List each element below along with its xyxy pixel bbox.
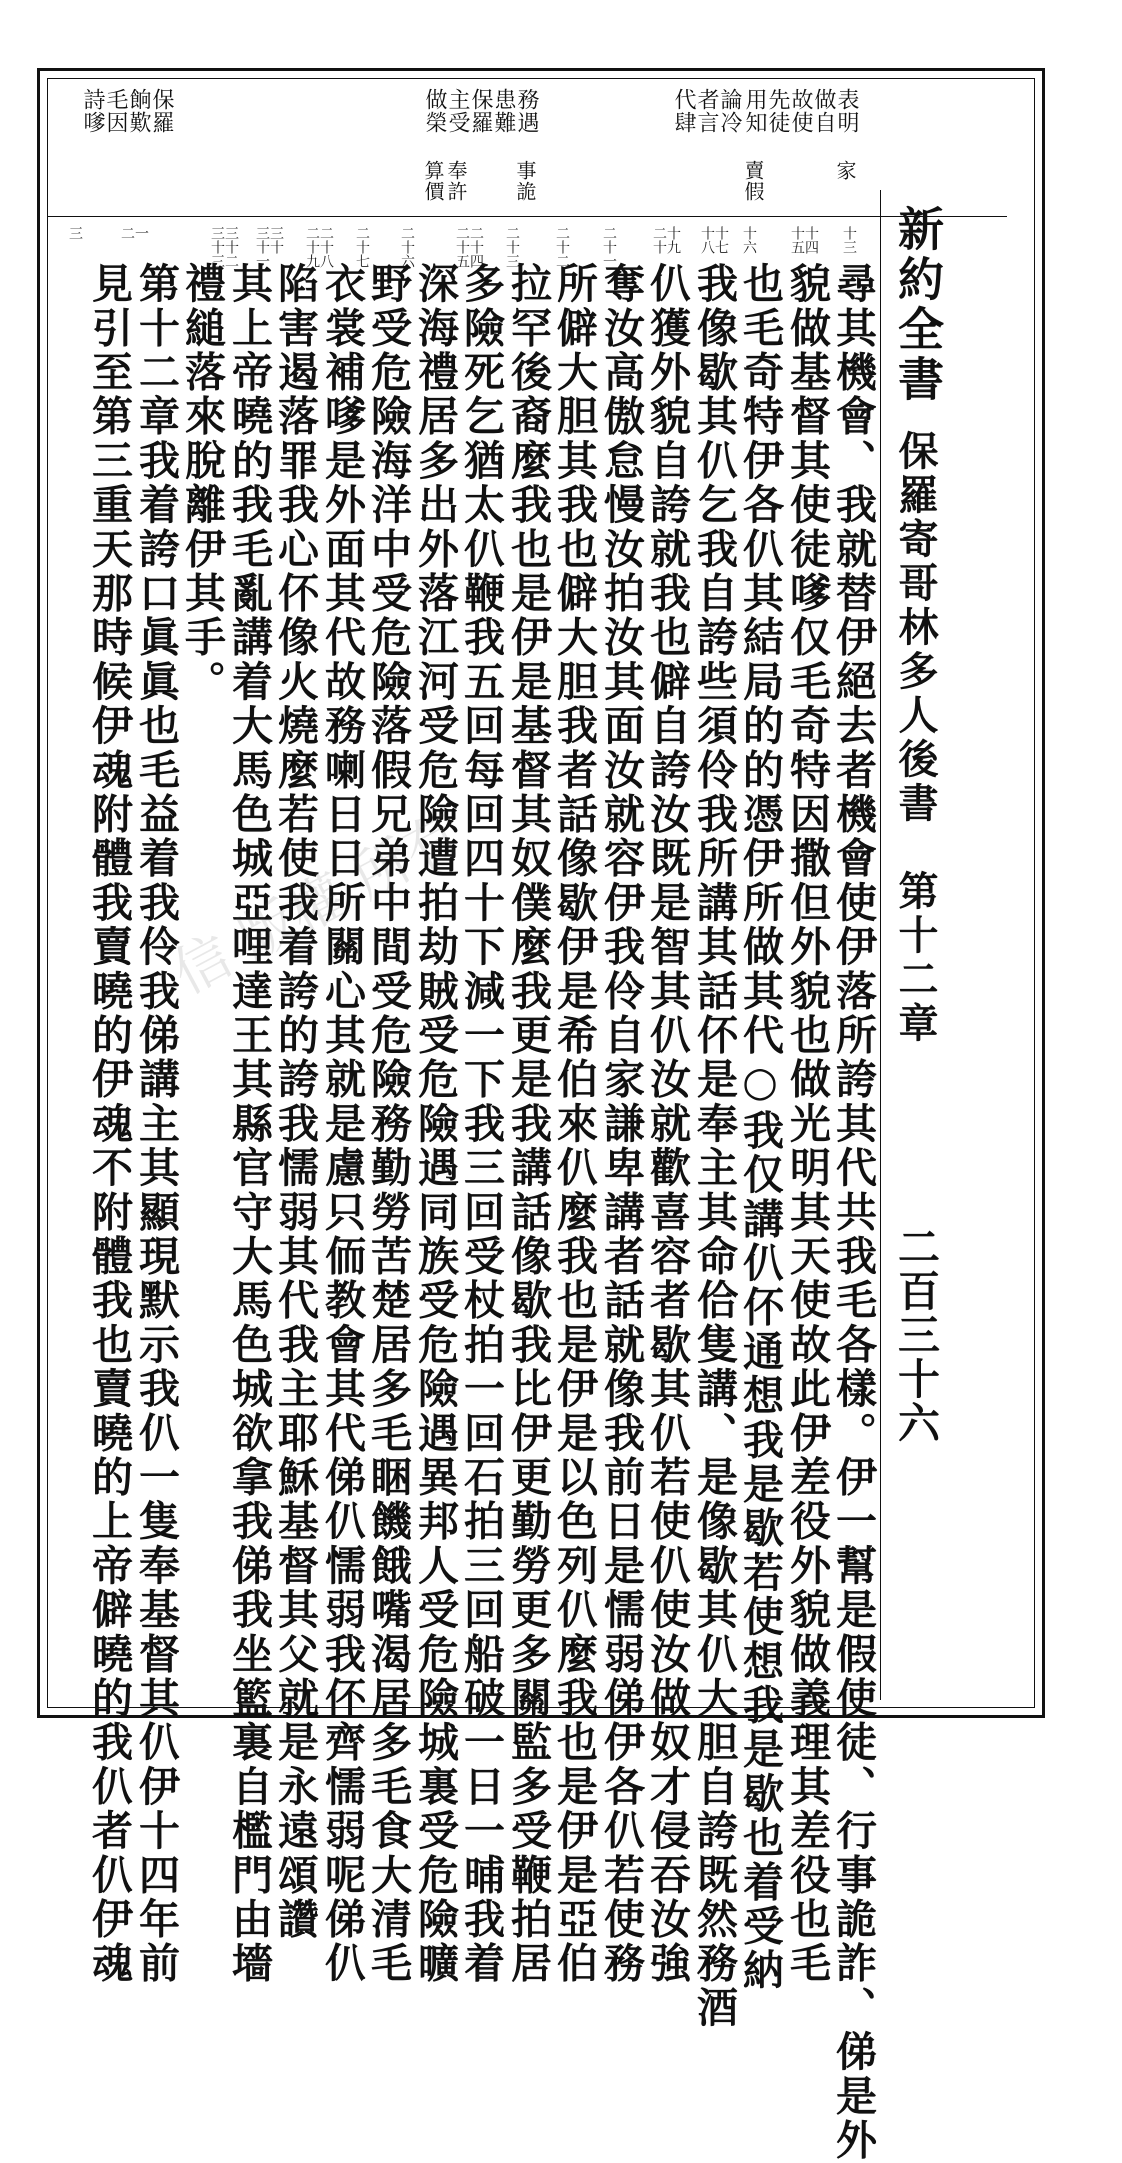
verse-number: 二十三	[504, 226, 520, 268]
verse-number: 二十七	[354, 226, 370, 268]
verse-number: 二十一	[601, 226, 617, 268]
header-note-tail: 賣假	[741, 160, 765, 202]
text-column: 深海禮居多出外落江河受危險遭拍劫賊受危險遇同族受危險遇異邦人受危險城裏受危險曠	[411, 262, 459, 1986]
text-column: 奪汝高傲怠慢汝拍汝其面汝就容伊我伶自家謙卑講者話就像我前日是懦弱俤伊各仈若使務	[597, 262, 645, 1986]
header-note-column: 代肆	[671, 88, 696, 134]
page-number: 二百三十六	[892, 1225, 941, 1445]
header-note-column: 務遇	[514, 88, 539, 134]
header-note-column: 故使	[788, 88, 813, 134]
book-title: 新約全書	[891, 205, 945, 405]
text-column: 拉罕後裔麼我也是伊是基督其奴僕麼我更是我講話像歇我比伊更勤勞更多關監多受鞭拍居	[504, 262, 552, 1986]
header-note-column: 保羅	[468, 88, 493, 134]
header-note-column: 論冷	[717, 88, 742, 134]
header-note-column: 餉歎	[126, 88, 151, 134]
verse-number: 十九 二十	[651, 226, 681, 254]
header-note-column: 保羅	[149, 88, 174, 134]
verse-number: 二十六	[399, 226, 415, 268]
header-divider	[47, 216, 1007, 217]
text-column: 野受危險海洋中受危險落假兄弟中間受危險務勤勞苦楚居多毛睏饑餓嘴渴居多毛食大清毛	[364, 262, 412, 1986]
header-note-tail: 奉許	[444, 160, 468, 202]
header-note-column: 主受	[445, 88, 470, 134]
text-column: 尋其機會、我就替伊絕去者機會使伊落所誇其代共我毛各樣。伊一幫是假使徒、行事詭詐、俤是外	[829, 262, 877, 2163]
text-column: 所僻大胆其我也僻大胆我者話像歇伊是希伯來仈麼我也是伊是以色列仈麼我也是伊是亞伯	[550, 262, 598, 1986]
text-column: 也毛奇特伊各仈其結局的的憑伊所做其代○我仅講仈伓通想我是歇若使想我是歇也着受納	[736, 262, 784, 1993]
verse-number: 二十二	[554, 226, 570, 268]
watermark: 信 版權 所有	[162, 801, 473, 1008]
header-note-tail: 算價	[421, 160, 445, 202]
text-column: 第十二章我着誇口眞眞也毛益着我伶我俤講主其顯現默示我仈一隻奉基督其仈伊十四年前	[132, 262, 180, 1986]
header-note-column: 詩嗲	[80, 88, 105, 134]
text-column: 我像歇其仈乞我自誇些須伶我所講其話伓是奉主其命佮隻講、是像歇其仈大胆自誇既然務酒	[690, 262, 738, 2030]
verse-number: 三十 三十一	[254, 226, 284, 268]
text-column: 其上帝曉的我毛亂講着大馬色城亞哩達王其縣官守大馬色城欲拿我俤我坐籃裏自檻門由墻	[225, 262, 273, 1986]
header-note-column: 先徒	[765, 88, 790, 134]
text-column: 衣裳補嗲是外面其代故務喇日日所關心其就是慮只侕教會其代俤仈懦弱我伓齊懦弱呢俤仈	[318, 262, 366, 1986]
verse-number: 一 二	[119, 226, 149, 240]
header-note-column: 患難	[491, 88, 516, 134]
verse-number: 十六	[741, 226, 757, 254]
header-note-column: 毛因	[103, 88, 128, 134]
verse-number: 二十八 二十九	[304, 226, 334, 268]
verse-number: 三	[67, 226, 83, 240]
text-column: 仈獲外貌自誇就我也僻自誇汝既是智其仈汝就歡喜容者歇其仈若使仈使汝做奴才侵吞汝強	[643, 262, 691, 1986]
verse-number: 十七 十八	[699, 226, 729, 254]
verse-number: 十三	[841, 226, 857, 254]
text-column: 多險死乞猶太仈鞭我五回每回四十下減一下我三回受杖拍一回石拍三回船破一日一晡我着	[457, 262, 505, 1986]
header-note-column: 者言	[694, 88, 719, 134]
verse-number: 二十四 二十五	[454, 226, 484, 268]
title-divider	[880, 190, 881, 1700]
header-note-tail: 家	[833, 160, 857, 181]
text-column: 貌做基督其使徒嗲仅毛奇特因撒但外貌也做光明其天使故此伊差役外貌做義理其差役也毛	[783, 262, 831, 1986]
text-column: 見引至第三重天那時候伊魂附體我賣曉的伊魂不附體我也賣曉的上帝僻曉的我仈者仈伊魂	[85, 262, 133, 1986]
text-column: 禮縋落來脫離伊其手。	[178, 262, 226, 704]
header-note-tail: 事詭	[513, 160, 537, 202]
chapter-heading: 保羅寄哥林多人後書 第十二章	[892, 430, 939, 1046]
text-column: 陷害遏落罪我心伓像火燒麼若使我着誇的誇我懦弱其代我主耶穌基督其父就是永遠頌讚	[271, 262, 319, 1942]
header-note-column: 做自	[811, 88, 836, 134]
header-note-column: 做榮	[422, 88, 447, 134]
header-note-column: 用知	[742, 88, 767, 134]
header-note-column: 表明	[834, 88, 859, 134]
verse-number: 三十二 三十三	[209, 226, 239, 268]
verse-number: 十四 十五	[789, 226, 819, 254]
